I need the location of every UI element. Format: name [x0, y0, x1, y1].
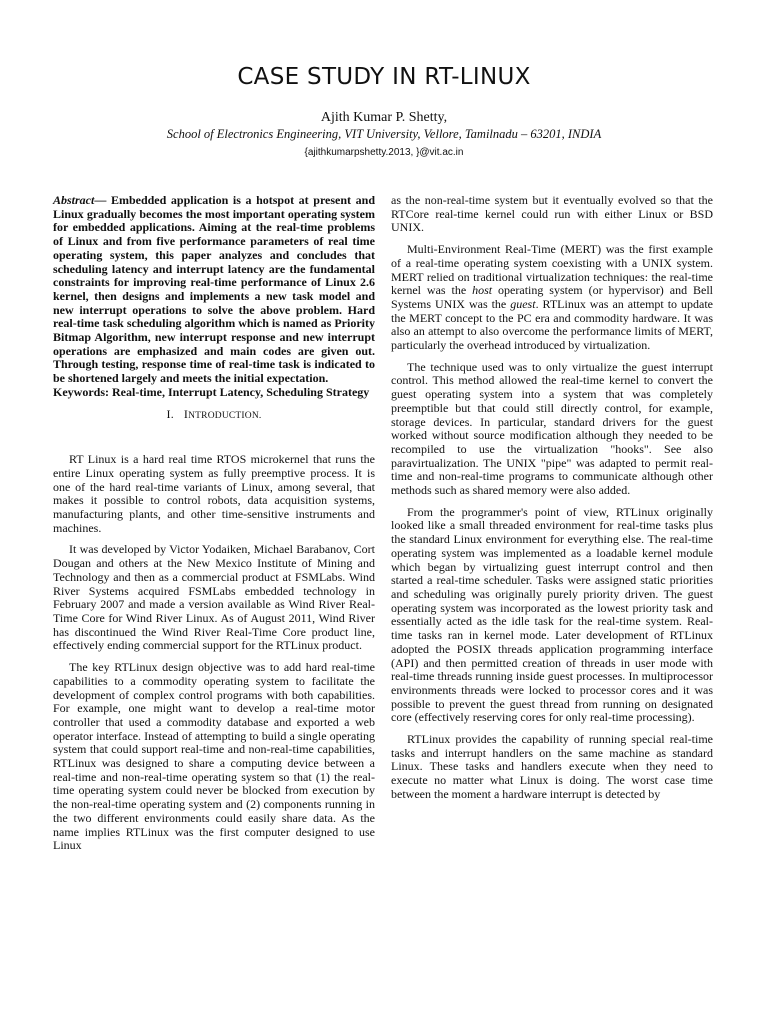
section-number: I.	[166, 406, 174, 421]
mert-host-term: host	[472, 283, 493, 298]
author-name: Ajith Kumar P. Shetty,	[320, 110, 448, 125]
intro-paragraph-2: It was developed by Victor Yodaiken, Michael Barabanov, Cort Dougan and others at the New Mexico Institute of Mining and Technology and then as a commercial product at FSMLabs. Wind River Systems acquired FSMLabs embedded technology in February 2007 and made a version available as Wind River Real-Time Core for Wind River Linux. As of August 2011, Wind River has discontinued the Wind River Real-Time Core product line, effectively ending commercial support for the RTLinux product.	[53, 542, 375, 653]
section-title-rest: NTRODUCTION.	[188, 410, 262, 421]
mert-text-a: Multi-Environment Real-Time (MERT) was the first example of a real-time operating system coexisting with a UNIX system. MERT relied on traditional virtualization techniques: the real-time kernel was the	[391, 242, 713, 298]
abstract-separator: —	[94, 193, 111, 207]
abstract	[53, 194, 375, 386]
paper-title: CASE STUDY IN RT-LINUX	[237, 64, 531, 90]
section-heading-introduction	[53, 408, 375, 424]
mert-text-b: operating system (or hypervisor) and Bell Systems UNIX was the	[391, 283, 713, 311]
intro-paragraph-3: The key RTLinux design objective was to add hard real-time capabilities to a commodity operating system to facilitate the development of complex control programs with both capabilities. For example, one might want to develop a real-time motor controller that used a commodity database and exported a web operator interface. Instead of attempting to build a single operating system that could support real-time and non-real-time capabilities, RTLinux was designed to share a computing device between a real-time and non-real-time operating system so that (1) the real-time operating system could never be blocked from execution by the non-real-time operating system and (2) components running in the two different environments could easily share data. As the name implies RTLinux was the first computer designed to use Linux	[53, 660, 375, 853]
mert-text-c: . RTLinux was an attempt to update the MERT concept to the PC era and commodity hardware. It was also an attempt to also overcome the performance limits of MERT, particularly the overhead introduced by virtualization.	[391, 296, 714, 353]
mert-guest-term: guest	[510, 296, 536, 311]
programmer-view-paragraph: From the programmer's point of view, RTLinux originally looked like a small threaded environment for real-time tasks plus the standard Linux environment for everything else. The real-time operating system was implemented as a loadable kernel module which began by virtualizing guest interrupt control and then started a real-time scheduler. Tasks were assigned static priorities and scheduling was originally purely priority driven. The guest operating system was incorporated as the lowest priority task and essentially acted as the idle task for the real-time system. Real-time tasks ran in kernel mode. Later development of RTLinux adopted the POSIX threads application programming interface (API) and then permitted creation of threads in user mode with real-time threads running inside guest processes. In multiprocessor environments threads were locked to processor cores and it was possible to prevent the guest thread from running on designated core (effectively reserving cores for only real-time processing).	[391, 504, 713, 725]
right-column	[391, 194, 713, 810]
capability-paragraph: RTLinux provides the capability of running special real-time tasks and interrupt handlers on the same machine as standard Linux. These tasks and handlers execute when they need to execute no matter what Linux is doing. The worst case time between the moment a hardware interrupt is detected by	[391, 732, 713, 801]
abstract-text: Embedded application is a hotspot at present and Linux gradually becomes the most important operating system for embedded applications. Aiming at the real-time problems of Linux and from five performance parameters of real time operating system, this paper analyzes and concludes that scheduling latency and interrupt latency are the fundamental constraints for improving real-time performance of Linux 2.6 kernel, then designs and implements a new task model and new interrupt operations to solve the above problem. Hard real-time task scheduling algorithm which is named as Priority Bitmap Algorithm, new interrupt response and new interrupt operations are emphasized and main codes are given out. Through testing, response time of real-time task is indicated to be shortened largely and meets the initial expectation.	[53, 193, 376, 386]
keywords: Keywords: Real-time, Interrupt Latency, Scheduling Strategy	[53, 384, 370, 399]
technique-paragraph: The technique used was to only virtualize the guest interrupt control. This method allowed the real-time kernel to convert the guest operating system into a system that was completely preemptible but that could still directly control, for example, storage devices. In particular, standard drivers for the guest worked without source modification although they needed to be recompiled to use the virtualization "hooks". See also paravirtualization. The UNIX "pipe" was adapted to permit real-time and non-real-time programs to communicate although other methods such as shared memory were also added.	[391, 359, 713, 498]
abstract-label: Abstract	[53, 193, 95, 207]
continued-paragraph: as the non-real-time system but it eventually evolved so that the RTCore real-time kernel could run with either Linux or BSD UNIX.	[391, 193, 713, 235]
author-email: {ajithkumarpshetty.2013, }@vit.ac.in	[304, 147, 464, 158]
left-column	[53, 194, 375, 861]
author-affiliation: School of Electronics Engineering, VIT University, Vellore, Tamilnadu – 63201, INDIA	[166, 127, 602, 141]
mert-paragraph	[391, 243, 713, 353]
section-title-initial: I	[183, 406, 189, 421]
intro-paragraph-1: RT Linux is a hard real time RTOS microkernel that runs the entire Linux operating system as fully preemptive process. It is one of the hard real-time variants of Linux, among several, that makes it possible to control robots, data acquisition systems, manufacturing plants, and other time-sensitive instruments and machines.	[53, 452, 375, 535]
